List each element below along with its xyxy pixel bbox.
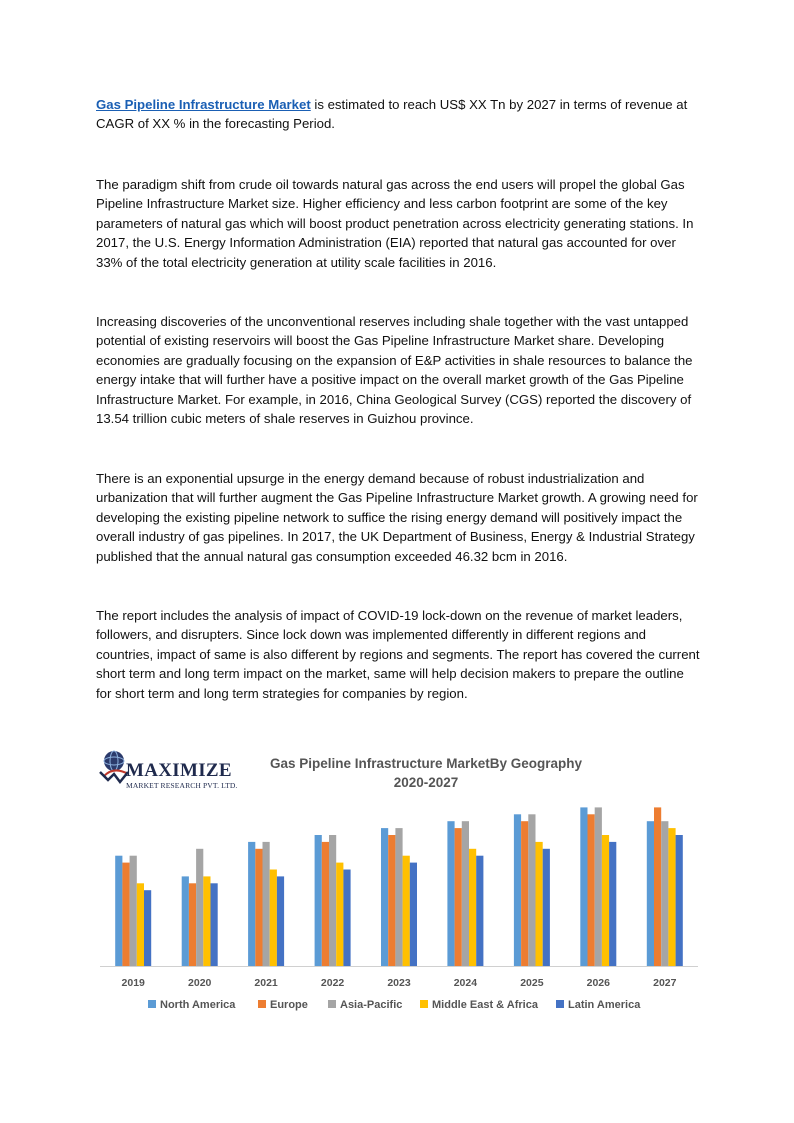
bar-europe-2021 (255, 849, 262, 966)
chart-title: Gas Pipeline Infrastructure MarketBy Geography (269, 756, 583, 771)
bar-europe-2023 (388, 835, 395, 966)
x-tick-label-2019: 2019 (121, 977, 145, 989)
paragraph-covid-impact: The report includes the analysis of impact of COVID-19 lock-down on the revenue of market leaders, followers, and disrupters. Since lock down was implemented differently in different regions and countries, impact of same is also different by regions and segments. The report has covered the current short term and long term impact on the market, same will help decision makers to prepare the outline for short term and long term strategies for companies by region. (96, 608, 700, 701)
x-tick-label-2020: 2020 (188, 977, 212, 989)
intro-text: is estimated to reach US$ XX Tn by 2027 in terms of revenue at CAGR of XX % in the forecasting Period. (96, 97, 688, 132)
bar-north-america-2022 (315, 835, 322, 966)
x-tick-label-2021: 2021 (254, 977, 278, 989)
legend-swatch-latin-america (556, 1000, 564, 1008)
bar-middle-east-africa-2019 (137, 883, 144, 966)
bar-middle-east-africa-2026 (602, 835, 609, 966)
bar-latin-america-2026 (609, 842, 616, 966)
x-tick-label-2024: 2024 (453, 977, 478, 989)
legend-label-latin-america: Latin America (568, 999, 641, 1011)
bar-latin-america-2022 (343, 870, 350, 967)
x-tick-label-2022: 2022 (320, 977, 345, 989)
bar-north-america-2024 (447, 821, 454, 966)
legend-swatch-north-america (148, 1000, 156, 1008)
bar-europe-2022 (322, 842, 329, 966)
paragraph-energy-demand: There is an exponential upsurge in the energy demand because of robust industrialization and urbanization that will further augment the Gas Pipeline Infrastructure Market growth. A growing need for developing the existing pipeline network to suffice the rising energy demand will positively impact the overall industry of gas pipelines. In 2017, the UK Department of Business, Energy & Industrial Strategy published that the annual natural gas consumption exceeded 46.32 bcm in 2016. (96, 471, 698, 564)
x-tick-label-2023: 2023 (387, 977, 411, 989)
x-tick-label-2027: 2027 (653, 977, 677, 989)
x-tick-label-2026: 2026 (586, 977, 610, 989)
bar-north-america-2020 (182, 876, 189, 966)
paragraph-shale-reserves: Increasing discoveries of the unconventional reserves including shale together with the vast untapped potential of existing reservoirs will boost the Gas Pipeline Infrastructure Market share. Developing economies are gradually focusing on the expansion of E&P activities in shale resources to balance the energy intake that will further have a positive impact on the overall market growth of the Gas Pipeline Infrastructure Market. For example, in 2016, China Geological Survey (CGS) reported the discovery of 13.54 trillion cubic meters of shale reserves in Guizhou province. (96, 314, 693, 427)
bar-asia-pacific-2022 (329, 835, 336, 966)
bar-latin-america-2024 (476, 856, 483, 966)
bar-latin-america-2020 (211, 883, 218, 966)
legend-label-middle-east-africa: Middle East & Africa (432, 999, 538, 1011)
bar-middle-east-africa-2021 (270, 870, 277, 967)
bar-middle-east-africa-2020 (203, 876, 210, 966)
bar-latin-america-2021 (277, 876, 284, 966)
bar-europe-2019 (122, 863, 129, 966)
bar-latin-america-2025 (543, 849, 550, 966)
bar-north-america-2026 (580, 807, 587, 966)
bar-middle-east-africa-2025 (536, 842, 543, 966)
legend-swatch-middle-east-africa (420, 1000, 428, 1008)
intro-paragraph (96, 95, 702, 134)
bar-north-america-2023 (381, 828, 388, 966)
bar-middle-east-africa-2023 (403, 856, 410, 966)
bar-asia-pacific-2019 (130, 856, 137, 966)
legend-label-north-america: North America (160, 999, 236, 1011)
x-tick-label-2025: 2025 (520, 977, 544, 989)
bar-europe-2020 (189, 883, 196, 966)
legend-label-asia-pacific: Asia-Pacific (340, 999, 403, 1011)
logo-name: MAXIMIZE (126, 760, 232, 781)
chart-subtitle: 2020-2027 (393, 775, 459, 790)
market-chart-figure (96, 738, 702, 1028)
legend-swatch-asia-pacific (328, 1000, 336, 1008)
bar-middle-east-africa-2027 (668, 828, 675, 966)
bar-north-america-2019 (115, 856, 122, 966)
bar-latin-america-2019 (144, 890, 151, 966)
bar-europe-2026 (588, 814, 595, 966)
bar-europe-2024 (455, 828, 462, 966)
bar-chart (96, 738, 702, 1028)
bar-north-america-2021 (248, 842, 255, 966)
legend-label-europe: Europe (270, 999, 308, 1011)
bar-asia-pacific-2025 (528, 814, 535, 966)
legend-swatch-europe (258, 1000, 266, 1008)
paragraph-market-shift: The paradigm shift from crude oil towards natural gas across the end users will propel the global Gas Pipeline Infrastructure Market size. Higher efficiency and less carbon footprint are some of the key parameters of natural gas which will boost product penetration across electricity generating stations. In 2017, the U.S. Energy Information Administration (EIA) reported that natural gas accounted for over 33% of the total electricity generation at utility scale facilities in 2016. (96, 177, 694, 270)
market-report-link[interactable]: Gas Pipeline Infrastructure Market (96, 97, 311, 112)
bar-asia-pacific-2023 (395, 828, 402, 966)
bar-north-america-2025 (514, 814, 521, 966)
bar-asia-pacific-2020 (196, 849, 203, 966)
bar-asia-pacific-2021 (263, 842, 270, 966)
bar-middle-east-africa-2024 (469, 849, 476, 966)
bar-north-america-2027 (647, 821, 654, 966)
bar-asia-pacific-2024 (462, 821, 469, 966)
logo-subtitle: MARKET RESEARCH PVT. LTD. (126, 781, 238, 790)
bar-europe-2025 (521, 821, 528, 966)
bar-latin-america-2023 (410, 863, 417, 966)
bar-asia-pacific-2027 (661, 821, 668, 966)
bar-latin-america-2027 (676, 835, 683, 966)
bar-europe-2027 (654, 807, 661, 966)
bar-middle-east-africa-2022 (336, 863, 343, 966)
bar-asia-pacific-2026 (595, 807, 602, 966)
